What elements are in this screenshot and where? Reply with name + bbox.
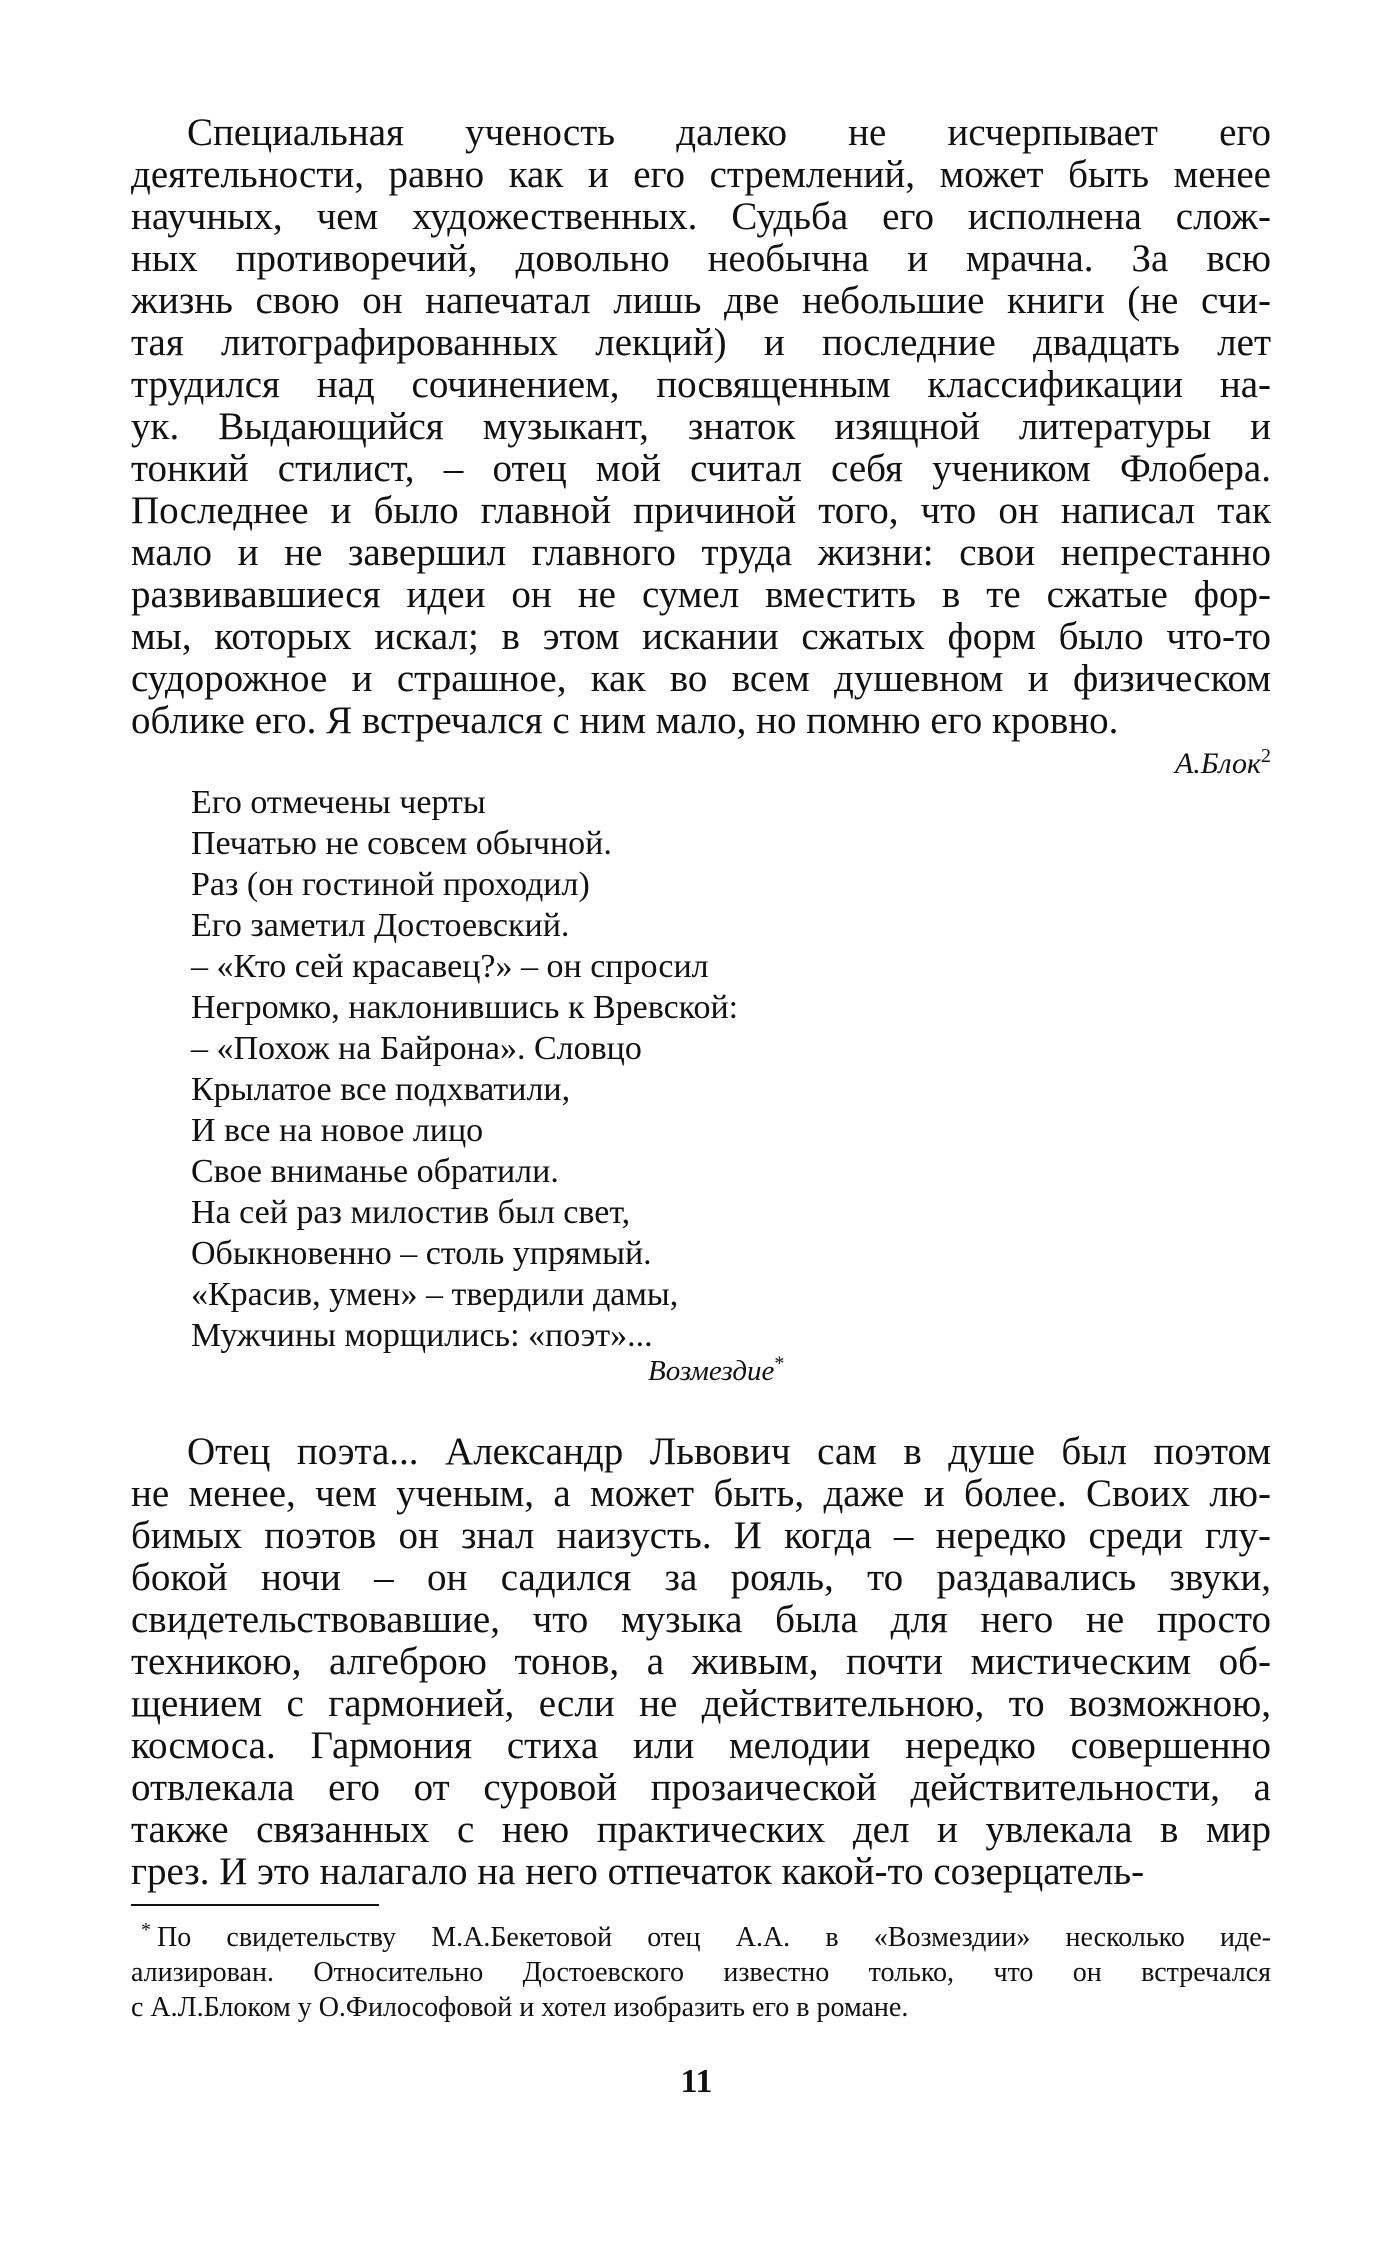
text-line: космоса. Гармония стиха или мелодии нередко совершенно xyxy=(131,1725,1271,1767)
text-line: не менее, чем ученым, а может быть, даже и более. Своих лю- xyxy=(131,1473,1271,1515)
poem-source xyxy=(648,1353,784,1389)
text-line: мы, которых искал; в этом искании сжатых форм было что-то xyxy=(131,616,1271,658)
poem-line: Его заметил Достоевский. xyxy=(191,907,570,944)
text-line: также связанных с нею практических дел и увлекала в мир xyxy=(131,1809,1271,1851)
poem-line: Раз (он гостиной проходил) xyxy=(191,866,590,903)
text-line: деятельности, равно как и его стремлений, может быть менее xyxy=(131,154,1271,196)
text-line: научных, чем художественных. Судьба его исполнена слож- xyxy=(131,196,1271,238)
paragraph-1 xyxy=(131,112,1271,742)
text-line: тая литографированных лекций) и последние двадцать лет xyxy=(131,322,1271,364)
text-line: бимых поэтов он знал наизусть. И когда – нередко среди глу- xyxy=(131,1515,1271,1557)
text-line: отвлекала его от суровой прозаической действительности, а xyxy=(131,1767,1271,1809)
text-line: облике его. Я встречался с ним мало, но помню его кровно. xyxy=(131,700,1119,742)
poem-line: На сей раз милостив был свет, xyxy=(191,1194,631,1231)
footnote-text: По свидетельству М.А.Бекетовой отец А.А. в «Возмездии» несколько иде- xyxy=(157,1922,1271,1953)
poem-line: Свое вниманье обратили. xyxy=(191,1153,559,1190)
text-line: жизнь свою он напечатал лишь две небольшие книги (не счи- xyxy=(131,280,1271,322)
text-line: тонкий стилист, – отец мой считал себя учеником Флобера. xyxy=(131,448,1271,490)
text-line: судорожное и страшное, как во всем душевном и физическом xyxy=(131,658,1271,700)
poem-line: – «Похож на Байрона». Словцо xyxy=(191,1030,642,1067)
poem-excerpt xyxy=(191,782,951,1356)
page-number: 11 xyxy=(680,2063,713,2100)
footnote-line: с А.Л.Блоком у О.Философовой и хотел изобразить его в романе. xyxy=(131,1992,909,2023)
footnote-line: ализирован. Относительно Достоевского известно только, что он встречался xyxy=(131,1957,1271,1988)
footnote-line xyxy=(131,1920,1271,1955)
text-line: Отец поэта... Александр Львович сам в душе был поэтом xyxy=(187,1431,1271,1473)
text-line: Последнее и было главной причиной того, что он написал так xyxy=(131,490,1271,532)
text-line: свидетельствовавшие, что музыка была для него не просто xyxy=(131,1599,1271,1641)
quote-signature xyxy=(1175,746,1271,782)
text-line: развивавшиеся идеи он не сумел вместить в те сжатые фор- xyxy=(131,574,1271,616)
signature-note-number: 2 xyxy=(1261,745,1271,767)
text-line: щением с гармонией, если не действительною, то возможною, xyxy=(131,1683,1271,1725)
poem-line: Мужчины морщились: «поэт»... xyxy=(191,1317,653,1354)
text-line: бокой ночи – он садился за рояль, то раздавались звуки, xyxy=(131,1557,1271,1599)
text-line: ных противоречий, довольно необычна и мрачна. За всю xyxy=(131,238,1271,280)
footnote xyxy=(131,1920,1271,2025)
signature-name: А.Блок xyxy=(1174,747,1261,780)
text-line: Специальная ученость далеко не исчерпывает его xyxy=(187,112,1271,154)
footnote-marker: * xyxy=(141,1920,151,1941)
footnote-marker: * xyxy=(774,1352,785,1375)
footnote-divider xyxy=(131,1904,379,1906)
text-line: ук. Выдающийся музыкант, знаток изящной литературы и xyxy=(131,406,1271,448)
poem-source-title: Возмездие xyxy=(648,1355,775,1387)
poem-line: Негромко, наклонившись к Вревской: xyxy=(191,989,739,1026)
poem-line: Обыкновенно – столь упрямый. xyxy=(191,1235,652,1272)
text-line: техникою, алгеброю тонов, а живым, почти мистическим об- xyxy=(131,1641,1271,1683)
poem-line: – «Кто сей красавец?» – он спросил xyxy=(191,948,709,985)
poem-line: И все на новое лицо xyxy=(191,1112,484,1149)
poem-line: Крылатое все подхватили, xyxy=(191,1071,571,1108)
paragraph-2 xyxy=(131,1431,1271,1893)
text-line: грез. И это налагало на него отпечаток какой-то созерцатель- xyxy=(131,1851,1145,1893)
text-line: мало и не завершил главного труда жизни: свои непрестанно xyxy=(131,532,1271,574)
poem-line: Печатью не совсем обычной. xyxy=(191,825,612,862)
text-line: трудился над сочинением, посвященным классификации на- xyxy=(131,364,1271,406)
poem-line: Его отмечены черты xyxy=(191,784,486,821)
poem-line: «Красив, умен» – твердили дамы, xyxy=(191,1276,679,1313)
